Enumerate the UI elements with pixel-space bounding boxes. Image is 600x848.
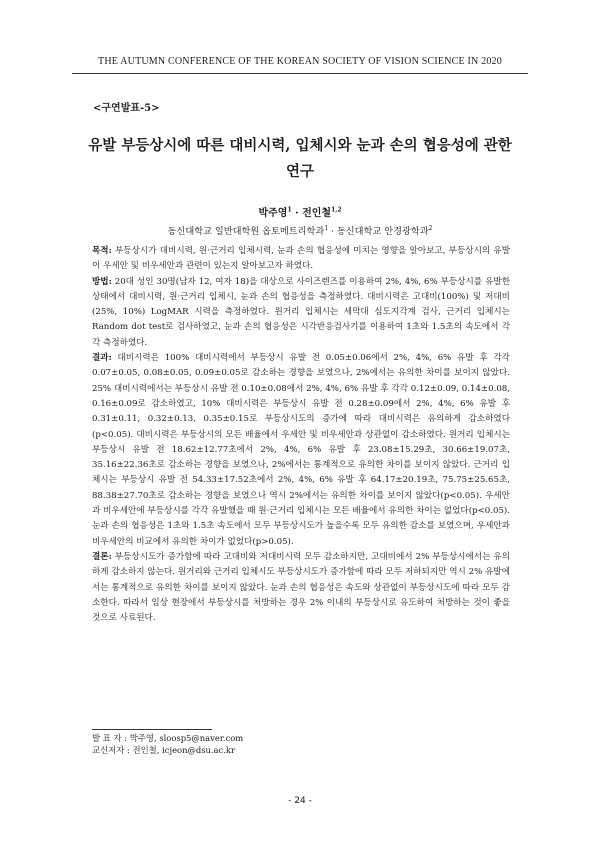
author-name: 전인철 [302,208,332,219]
abstract-conclusion [92,550,510,626]
author-separator: · [291,208,303,219]
abstract [92,244,510,626]
abstract-purpose [92,244,510,275]
author-affil-mark: 1,2 [331,206,342,214]
affil-mark: 2 [428,224,433,232]
affiliations [0,223,600,237]
abstract-method [92,275,510,351]
affil-mark: 1 [324,224,329,232]
page-number: - 24 - [288,796,312,806]
authors [0,204,600,219]
conference-header: THE AUTUMN CONFERENCE OF THE KOREAN SOCIETY OF VISION SCIENCE IN 2020 [98,56,502,67]
corresponding-author-line: 교신저자 : 전인철, icjeon@dsu.ac.kr [92,744,235,755]
section-text: 대비시력은 100% 대비시력에서 부등상시 유발 전 0.05±0.06에서 2%, 4%, 6% 유발 후 각각 0.07±0.05, 0.08±0.05, 0.09±0.05로 감소하는 경향을 보였으나, 2%에서는 유의한 차이를 보이지 않았다. 25% 대비시력에서는 부등상시 유발 전 0.10±0.08에서 2%, 4%, 6% 유발 후 각각 0.12±0.09, 0.14±0.08, 0.16±0.09로 감소하였고, 10% 대비시력은 부등상시 유발 전 0.28±0.09에서 2%, 4%, 6% 유발 후 0.31±0.11, 0.32±0.13, 0.35±0.15로 부등상시도의 증가에 따라 대비시력은 유의하게 감소하였다(p<0.05). 대비시력은 부등상시의 모든 배율에서 우세안 및 비우세안과 상관없이 감소하였다. 원거리 입체시는 부등상시 유발 전 18.62±12.77초에서 2%, 4%, 6% 유발 후 23.08±15.29초, 30.66±19.07초, 35.16±22.36초로 감소하는 경향을 보였으나, 2%에서는 통계적으로 유의한 차이를 보이지 않았다. 근거리 입체시는 부등상시 유발 전 54.33±17.52초에서 2%, 4%, 6% 유발 후 64.17±20.19초, 75.75±25.65초, 88.38±27.70초로 감소하는 경향을 보였으나 역시 2%에서는 유의한 차이를 보이지 않았다(p<0.05). 우세안과 비우세안에 부등상시를 각각 유발했을 때 원·근거리 입체시는 모든 배율에서 유의한 차이는 없었다(p<0.05). 눈과 손의 협응성은 1초와 1.5초 속도에서 모두 부등상시도가 높을수록 모두 유의한 감소를 보였으며, 우세안과 비우세안의 비교에서 유의한 차이가 없었다(p>0.05). [92,353,510,547]
author-name: 박주영 [258,208,288,219]
section-label: 방법: [92,276,112,287]
presenter-line: 발 표 자 : 박주영, sloosp5@naver.com [92,733,244,743]
section-label: 결과: [92,353,112,364]
session-tag: <구연발표-5> [93,103,160,114]
section-label: 결론: [92,551,112,562]
abstract-results [92,351,510,550]
affiliation: 동신대학교 안경광학과 [336,226,429,237]
section-text: 부등상시가 대비시력, 원·근거리 입체시력, 눈과 손의 협응성에 미치는 영향을 알아보고, 부등상시의 유발이 우세안 및 비우세안과 관련이 있는지 알아보고자 하였다. [92,246,510,272]
header-rule [72,73,528,74]
section-text: 부등상시도가 증가함에 따라 고대비와 저대비시력 모두 감소하지만, 고대비에서 2% 부등상시에서는 유의하게 감소하지 않는다. 원거리와 근거리 입체시도 부등상시도가 증가함에 따라 모두 저하되지만 역시 2% 유발에서는 통계적으로 유의한 차이를 보이지 않았다. 눈과 손의 협응성은 속도와 상관없이 부등상시도에 따라 모두 감소한다. 따라서 임상 현장에서 부등상시를 처방하는 경우 2% 이내의 부등상시로 유도하여 처방하는 것이 좋을 것으로 사료된다. [92,551,510,624]
section-label: 목적: [92,246,112,256]
section-text: 20대 성인 30명(남자 12, 여자 18)을 대상으로 사이즈렌즈를 이용하여 2%, 4%, 6% 부등상시를 유발한 상태에서 대비시력, 원·근거리 입체시, 눈과 손의 협응성을 측정하였다. 대비시력은 고대비(100%) 및 저대비(25%, 10%) LogMAR 시력을 측정하였다. 원거리 입체시는 세막대 심도지각계 검사, 근거리 입체시는 Random dot test로 검사하였고, 눈과 손의 협응성은 시각반응검사기를 이용하여 1초와 1.5초의 속도에서 각각 측정하였다. [92,276,510,348]
author-affil-mark: 1 [287,206,292,214]
paper-title: 유발 부등상시에 따른 대비시력, 입체시와 눈과 손의 협응성에 관한 연구 [88,137,512,180]
footnote-rule [92,729,212,730]
affiliation: 동신대학교 일반대학원 옵토메트리학과 [167,226,325,237]
affil-separator: · [328,226,337,237]
footnote [92,733,243,756]
